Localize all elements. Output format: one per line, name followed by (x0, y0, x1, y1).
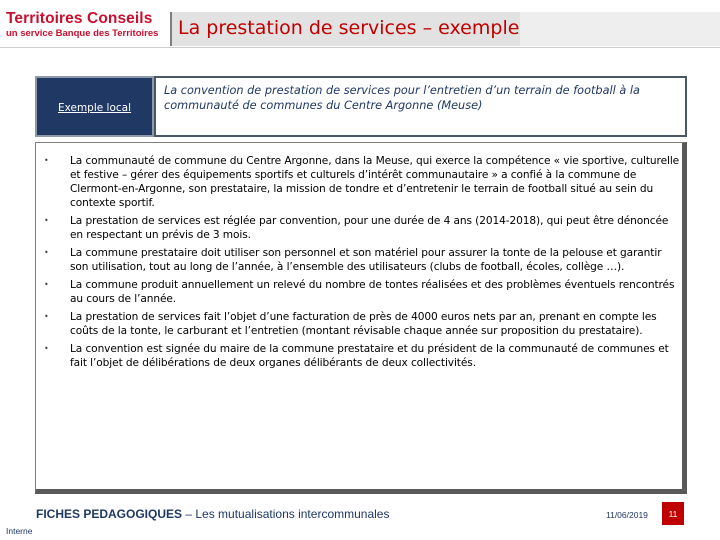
title-bar (170, 12, 522, 46)
bullet-item (38, 310, 683, 338)
bullet-text: La prestation de services est réglée par convention, pour une durée de 4 ans (2014-2018), qui peut être dénoncée en respectant un prévis de 3 mois. (70, 215, 669, 241)
bullet-list (38, 154, 683, 374)
bullet-icon: • (44, 156, 49, 165)
logo-subtitle: un service Banque des Territoires (6, 28, 159, 39)
bullet-item (38, 154, 683, 210)
footer-label-bold: FICHES PEDAGOGIQUES (36, 507, 183, 521)
header-gray-band (520, 12, 720, 46)
bullet-icon: • (44, 216, 49, 225)
bullet-text: La commune prestataire doit utiliser son personnel et son matériel pour assurer la tonte de la pelouse et garantir son utilisation, tout au long de l’année, à l’ensemble des utilisateurs (clubs de football, écoles, collège …). (70, 247, 662, 273)
page-number: 11 (668, 509, 678, 519)
bullet-text: La communauté de commune du Centre Argonne, dans la Meuse, qui exerce la compétence « vie sportive, culturelle et festive – gérer des équipements sportifs et culturels d’intérêt communautaire » a confié à la commune de Clermont-en-Argonne, son prestataire, la mission de tondre et d’entretenir le terrain de football situé au sein du contexte sportif. (70, 155, 680, 209)
footer-label (36, 507, 389, 521)
footer-date: 11/06/2019 (606, 510, 648, 520)
example-description: La convention de prestation de services pour l’entretien d’un terrain de football à la communauté de communes du Centre Argonne (Meuse) (164, 84, 640, 112)
bullet-item (38, 278, 683, 306)
slide-title: La prestation de services – exemple (178, 17, 520, 39)
bullet-icon: • (44, 312, 49, 321)
example-label-box (35, 76, 154, 137)
logo-title: Territoires Conseils (6, 10, 153, 27)
bullet-item (38, 342, 683, 370)
example-description-box (154, 76, 687, 137)
territoires-conseils-logo (6, 10, 164, 39)
header-divider (0, 47, 720, 48)
bullet-icon: • (44, 280, 49, 289)
bullet-text: La convention est signée du maire de la commune prestataire et du président de la communauté de communes et fait l’objet de délibérations de deux organes délibérants de deux collectivités. (70, 343, 669, 369)
example-label: Exemple local (57, 102, 132, 114)
bullet-item (38, 246, 683, 274)
footer-label-rest: – Les mutualisations intercommunales (182, 507, 390, 521)
bullet-text: La prestation de services fait l’objet d’une facturation de près de 4000 euros nets par an, prenant en compte les coûts de la tonte, le carburant et l’entretien (montant révisable chaque année sur proposition du prestataire). (70, 311, 657, 337)
bullet-text: La commune produit annuellement un relevé du nombre de tontes réalisées et des problèmes éventuels rencontrés au cours de l’année. (70, 279, 675, 305)
bullet-item (38, 214, 683, 242)
bullet-icon: • (44, 344, 49, 353)
classification-label: Interne (6, 526, 33, 536)
page-number-badge (662, 502, 684, 525)
bullet-icon: • (44, 248, 49, 257)
